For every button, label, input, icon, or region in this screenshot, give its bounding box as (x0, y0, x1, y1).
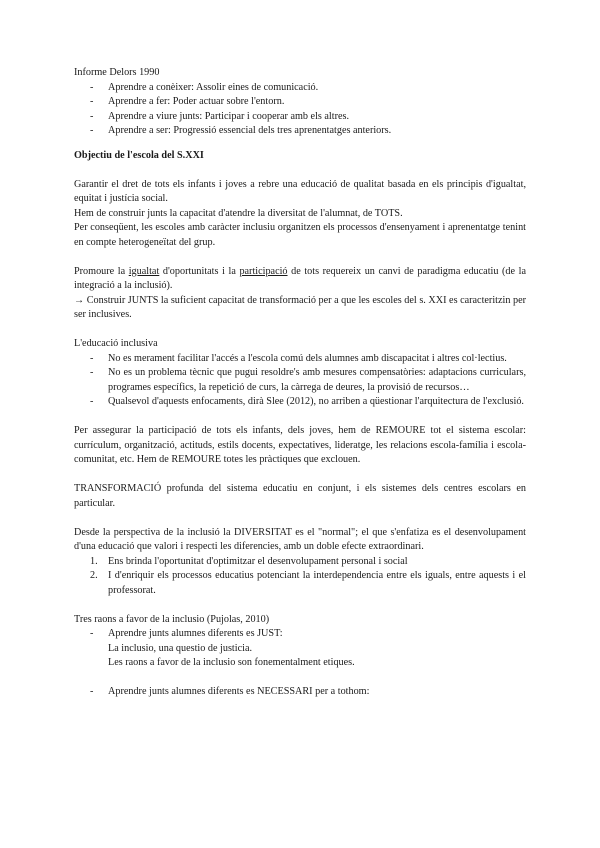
paragraph: Hem de construir junts la capacitat d'atendre la diversitat de l'alumnat, de TOTS. (74, 207, 403, 219)
list-item: - Aprendre junts alumnes diferents es JUST: (74, 627, 526, 642)
document-page (74, 66, 526, 700)
list-item: - Aprendre junts alumnes diferents es NECESSARI per a tothom: (74, 685, 526, 700)
raons-list (74, 627, 526, 642)
list-item: - Qualsevol d'aquests enfocaments, dirà Slee (2012), no arriben a qüestionar l'arquitectura de l'exclusió. (74, 395, 526, 410)
paragraph: TRANSFORMACIÓ profunda del sistema educatiu en conjunt, i els sistemes dels centres escolars en particular. (74, 483, 526, 509)
list-item: 1. Ens brinda l'oportunitat d'optimitzar el desenvolupament personal i social (90, 555, 408, 567)
list-item: - Aprendre a viure junts: Participar i cooperar amb els altres. (74, 110, 526, 125)
underlined-word: igualtat (128, 265, 160, 277)
sub-line: Les raons a favor de la inclusio son fonementalment etiques. (108, 657, 355, 668)
inclusiva-list (74, 352, 526, 410)
list-item: - Aprendre a conèixer: Assolir eines de comunicació. (74, 81, 526, 96)
delors-title: Informe Delors 1990 (74, 67, 160, 78)
paragraph: Garantir el dret de tots els infants i joves a rebre una educació de qualitat basada en els principis d'igualtat, equitat i justícia social. (74, 178, 526, 204)
paragraph: → Construir JUNTS la suficient capacitat de transformació per a que les escoles del s. XXI es caracteritzin per ser inclusives. (74, 294, 526, 320)
section-heading: Objectiu de l'escola del S.XXI (74, 149, 204, 161)
raons-title: Tres raons a favor de la inclusio (Pujolas, 2010) (74, 613, 270, 625)
list-item: 2. I d'enriquir els processos educatius potenciant la interdependencia entre els iguals, entre aquests i el professorat. (90, 570, 526, 596)
underlined-word: participació (239, 265, 288, 277)
list-item: - No es merament facilitar l'accés a l'escola comú dels alumnes amb discapacitat i altres col·lectius. (74, 352, 526, 367)
numbered-list (74, 555, 526, 599)
inclusiva-title: L'educació inclusiva (74, 338, 158, 349)
dash (74, 685, 526, 700)
list-item: - Aprendre a fer: Poder actuar sobre l'entorn. (74, 95, 526, 110)
list-item: - Aprendre a ser: Progressió essencial dels tres aprenentatges anteriors. (74, 124, 526, 139)
list-item: - No es un problema tècnic que pugui resoldre's amb mesures compensatòries: adaptacions curriculars, programes específics, la repetició de curs, la càrrega de deures, la provisió de recursos… (74, 366, 526, 395)
paragraph: Per assegurar la participació de tots els infants, dels joves, hem de REMOURE tot el sistema escolar: currículum, organització, actituds, estils docents, expectatives, lideratge, les relacions escola-família i escola-comunitat, etc. Hem de REMOURE totes les pràctiques que exclouen. (74, 425, 526, 465)
delors-list (74, 81, 526, 139)
paragraph: Desde la perspectiva de la inclusió la DIVERSITAT es el "normal"; el que s'enfatiza es el desenvolupament d'una educació que valori i respecti les diferencies, amb un doble efecte extraordinari. (74, 526, 526, 552)
sub-line: La inclusio, una questio de justicia. (108, 642, 253, 654)
paragraph: Promoure la igualtat d'oportunitats i la participació de tots requereix un canvi de paradigma educatiu (de la integració a la inclusió). (74, 265, 526, 291)
paragraph: Per conseqüent, les escoles amb caràcter inclusiu organitzen els processos d'ensenyament i aprenentatge tenint en compte heterogeneïtat del grup. (74, 222, 526, 248)
